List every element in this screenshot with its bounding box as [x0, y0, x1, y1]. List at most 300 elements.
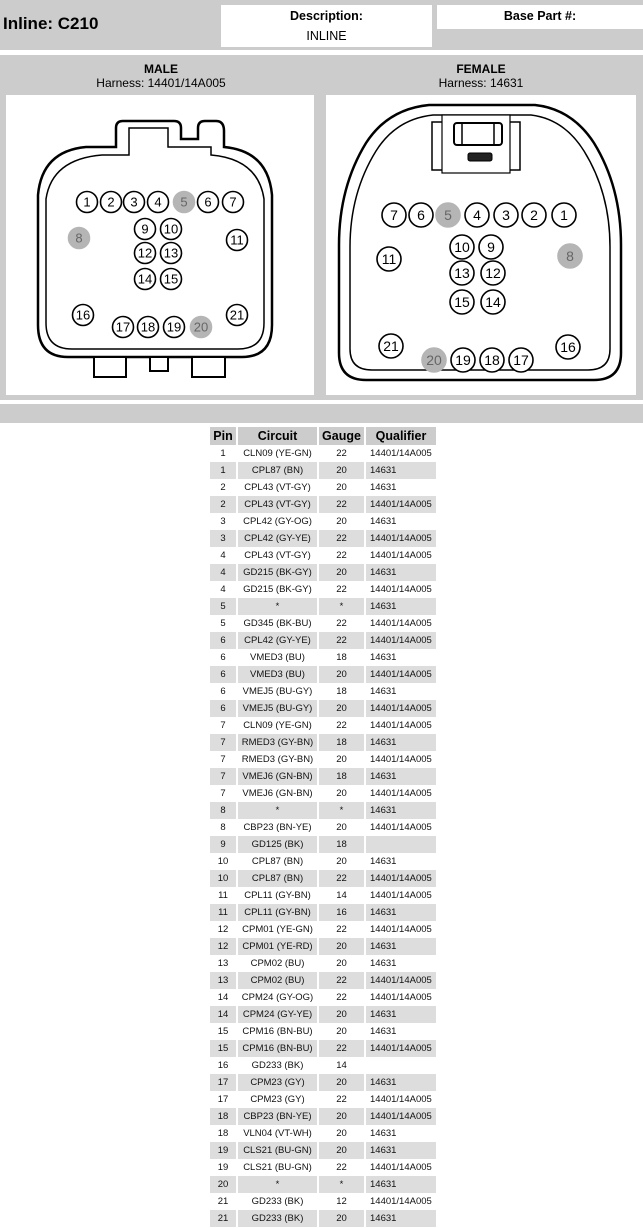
- table-row: [210, 1159, 437, 1176]
- qualifier-cell: 14401/14A005: [365, 972, 437, 989]
- circuit-cell: CBP23 (BN-YE): [237, 1108, 318, 1125]
- table-row: [210, 1193, 437, 1210]
- table-row: [210, 564, 437, 581]
- qualifier-cell: 14631: [365, 598, 437, 615]
- gauge-cell: *: [318, 1176, 365, 1193]
- male-pin-label: 20: [193, 319, 209, 335]
- gauge-cell: 20: [318, 666, 365, 683]
- qualifier-cell: 14401/14A005: [365, 530, 437, 547]
- female-pin-label: 12: [485, 265, 501, 282]
- gauge-cell: *: [318, 598, 365, 615]
- male-pin-label: 12: [137, 245, 153, 261]
- circuit-cell: CPL43 (VT-GY): [237, 496, 318, 513]
- qualifier-cell: 14631: [365, 462, 437, 479]
- male-pin-label: 5: [180, 194, 188, 210]
- circuit-cell: CPL43 (VT-GY): [237, 547, 318, 564]
- male-view-heading: [6, 62, 316, 90]
- table-row: [210, 581, 437, 598]
- circuit-cell: CPL11 (GY-BN): [237, 887, 318, 904]
- female-pin-label: 14: [485, 294, 501, 311]
- pin-cell: 21: [210, 1210, 237, 1227]
- table-row: [210, 870, 437, 887]
- pin-cell: 7: [210, 717, 237, 734]
- table-row: [210, 768, 437, 785]
- female-connector-diagram: [326, 95, 636, 395]
- table-row: [210, 904, 437, 921]
- qualifier-cell: 14631: [365, 1142, 437, 1159]
- female-pin-label: 4: [473, 207, 481, 224]
- gauge-cell: 20: [318, 853, 365, 870]
- qualifier-cell: 14631: [365, 649, 437, 666]
- pin-cell: 17: [210, 1091, 237, 1108]
- pin-cell: 13: [210, 972, 237, 989]
- gauge-cell: 20: [318, 1125, 365, 1142]
- male-pin-label: 13: [163, 245, 179, 261]
- table-row: [210, 1074, 437, 1091]
- gauge-cell: 20: [318, 785, 365, 802]
- qualifier-cell: 14401/14A005: [365, 785, 437, 802]
- table-row: [210, 751, 437, 768]
- pin-cell: 8: [210, 802, 237, 819]
- table-row: [210, 836, 437, 853]
- gauge-cell: 22: [318, 496, 365, 513]
- qualifier-cell: 14401/14A005: [365, 615, 437, 632]
- qualifier-cell: 14401/14A005: [365, 887, 437, 904]
- pin-cell: 6: [210, 632, 237, 649]
- female-pin-label: 3: [502, 207, 510, 224]
- circuit-cell: RMED3 (GY-BN): [237, 751, 318, 768]
- qualifier-cell: 14401/14A005: [365, 921, 437, 938]
- pin-cell: 12: [210, 921, 237, 938]
- gauge-cell: 18: [318, 683, 365, 700]
- qualifier-cell: 14401/14A005: [365, 496, 437, 513]
- gauge-cell: 18: [318, 836, 365, 853]
- qualifier-cell: 14401/14A005: [365, 751, 437, 768]
- qualifier-cell: 14631: [365, 1006, 437, 1023]
- qualifier-cell: 14401/14A005: [365, 700, 437, 717]
- circuit-cell: CPM01 (YE-RD): [237, 938, 318, 955]
- female-title: FEMALE: [456, 62, 506, 76]
- circuit-cell: VMEJ5 (BU-GY): [237, 683, 318, 700]
- pin-cell: 9: [210, 836, 237, 853]
- gauge-cell: 20: [318, 700, 365, 717]
- circuit-cell: GD125 (BK): [237, 836, 318, 853]
- table-row: [210, 462, 437, 479]
- qualifier-cell: 14631: [365, 1125, 437, 1142]
- circuit-cell: CLN09 (YE-GN): [237, 717, 318, 734]
- circuit-cell: CPL42 (GY-YE): [237, 530, 318, 547]
- base-part-box: [437, 5, 643, 29]
- circuit-cell: CPM02 (BU): [237, 955, 318, 972]
- pin-cell: 17: [210, 1074, 237, 1091]
- pin-cell: 7: [210, 768, 237, 785]
- qualifier-cell: 14631: [365, 734, 437, 751]
- female-pin-label: 21: [383, 338, 399, 355]
- gauge-cell: 18: [318, 649, 365, 666]
- circuit-cell: VMEJ6 (GN-BN): [237, 785, 318, 802]
- qualifier-cell: 14631: [365, 683, 437, 700]
- circuit-cell: RMED3 (GY-BN): [237, 734, 318, 751]
- qualifier-cell: 14631: [365, 479, 437, 496]
- gauge-cell: 22: [318, 632, 365, 649]
- table-row: [210, 1057, 437, 1074]
- female-pin-label: 16: [560, 339, 576, 356]
- female-lock-slot: [468, 153, 492, 161]
- male-pin-label: 9: [141, 221, 149, 237]
- circuit-cell: CPL87 (BN): [237, 462, 318, 479]
- female-pin-label: 20: [426, 352, 442, 369]
- pin-cell: 7: [210, 785, 237, 802]
- circuit-cell: CPL11 (GY-BN): [237, 904, 318, 921]
- circuit-cell: VLN04 (VT-WH): [237, 1125, 318, 1142]
- female-pin-label: 9: [487, 239, 495, 256]
- pin-cell: 11: [210, 887, 237, 904]
- male-pin-label: 6: [204, 194, 212, 210]
- circuit-cell: CPM16 (BN-BU): [237, 1023, 318, 1040]
- table-row: [210, 1091, 437, 1108]
- circuit-column-header: Circuit: [237, 427, 318, 445]
- qualifier-cell: 14631: [365, 564, 437, 581]
- gauge-column-header: Gauge: [318, 427, 365, 445]
- circuit-cell: VMEJ6 (GN-BN): [237, 768, 318, 785]
- pin-cell: 10: [210, 853, 237, 870]
- table-row: [210, 1023, 437, 1040]
- pin-cell: 19: [210, 1142, 237, 1159]
- gauge-cell: 20: [318, 751, 365, 768]
- description-box: [221, 5, 432, 47]
- male-pin-label: 19: [166, 319, 182, 335]
- qualifier-cell: 14401/14A005: [365, 1091, 437, 1108]
- table-row: [210, 1108, 437, 1125]
- female-pin-label: 8: [566, 248, 574, 265]
- male-pin-label: 15: [163, 271, 179, 287]
- pin-cell: 16: [210, 1057, 237, 1074]
- pin-cell: 15: [210, 1040, 237, 1057]
- female-pin-label: 17: [513, 352, 529, 369]
- qualifier-cell: 14401/14A005: [365, 632, 437, 649]
- female-pin-label: 1: [560, 207, 568, 224]
- base-part-label: Base Part #:: [503, 9, 577, 23]
- female-pin-label: 2: [530, 207, 538, 224]
- pin-cell: 7: [210, 734, 237, 751]
- circuit-cell: CLS21 (BU-GN): [237, 1142, 318, 1159]
- table-row: [210, 683, 437, 700]
- male-pin-label: 8: [75, 230, 83, 246]
- gauge-cell: 22: [318, 530, 365, 547]
- table-row: [210, 785, 437, 802]
- pin-cell: 19: [210, 1159, 237, 1176]
- gauge-cell: 20: [318, 564, 365, 581]
- section-separator: [0, 404, 643, 423]
- female-connector-view: [326, 95, 636, 395]
- pin-cell: 3: [210, 530, 237, 547]
- gauge-cell: 20: [318, 479, 365, 496]
- pin-cell: 6: [210, 683, 237, 700]
- qualifier-cell: 14401/14A005: [365, 1193, 437, 1210]
- table-row: [210, 666, 437, 683]
- table-row: [210, 989, 437, 1006]
- table-row: [210, 479, 437, 496]
- female-pin-label: 13: [454, 265, 470, 282]
- table-row: [210, 853, 437, 870]
- pin-cell: 1: [210, 445, 237, 462]
- gauge-cell: 22: [318, 870, 365, 887]
- gauge-cell: 20: [318, 819, 365, 836]
- qualifier-cell: 14401/14A005: [365, 989, 437, 1006]
- qualifier-cell: 14401/14A005: [365, 445, 437, 462]
- circuit-cell: *: [237, 802, 318, 819]
- pin-cell: 7: [210, 751, 237, 768]
- circuit-cell: VMEJ5 (BU-GY): [237, 700, 318, 717]
- gauge-cell: 20: [318, 955, 365, 972]
- gauge-cell: 22: [318, 1091, 365, 1108]
- circuit-cell: CPL42 (GY-OG): [237, 513, 318, 530]
- table-row: [210, 1142, 437, 1159]
- gauge-cell: 20: [318, 1006, 365, 1023]
- qualifier-cell: 14631: [365, 938, 437, 955]
- pin-cell: 12: [210, 938, 237, 955]
- table-row: [210, 819, 437, 836]
- pin-cell: 20: [210, 1176, 237, 1193]
- qualifier-cell: 14401/14A005: [365, 547, 437, 564]
- table-row: [210, 615, 437, 632]
- table-row: [210, 632, 437, 649]
- circuit-cell: CPL87 (BN): [237, 870, 318, 887]
- gauge-cell: *: [318, 802, 365, 819]
- circuit-cell: CPL42 (GY-YE): [237, 632, 318, 649]
- male-pin-label: 3: [130, 194, 138, 210]
- female-pin-label: 15: [454, 294, 470, 311]
- female-lock-tab: [454, 123, 502, 145]
- male-connector-diagram: [6, 95, 314, 395]
- table-row: [210, 1176, 437, 1193]
- pin-cell: 18: [210, 1108, 237, 1125]
- table-row: [210, 1006, 437, 1023]
- gauge-cell: 16: [318, 904, 365, 921]
- table-row: [210, 547, 437, 564]
- pin-cell: 14: [210, 1006, 237, 1023]
- gauge-cell: 20: [318, 1142, 365, 1159]
- pin-cell: 6: [210, 649, 237, 666]
- table-row: [210, 1040, 437, 1057]
- header-bar: [0, 0, 643, 50]
- qualifier-cell: 14401/14A005: [365, 870, 437, 887]
- gauge-cell: 22: [318, 445, 365, 462]
- male-pin-label: 7: [229, 194, 237, 210]
- gauge-cell: 22: [318, 972, 365, 989]
- circuit-cell: *: [237, 598, 318, 615]
- female-pin-label: 11: [381, 251, 397, 268]
- female-pin-label: 19: [455, 352, 471, 369]
- gauge-cell: 18: [318, 734, 365, 751]
- qualifier-cell: 14401/14A005: [365, 1159, 437, 1176]
- male-connector-view: [6, 95, 314, 395]
- male-pin-label: 2: [107, 194, 115, 210]
- gauge-cell: 22: [318, 717, 365, 734]
- circuit-cell: VMED3 (BU): [237, 666, 318, 683]
- circuit-cell: GD233 (BK): [237, 1057, 318, 1074]
- circuit-cell: CBP23 (BN-YE): [237, 819, 318, 836]
- gauge-cell: 22: [318, 581, 365, 598]
- pin-cell: 6: [210, 700, 237, 717]
- qualifier-cell: 14631: [365, 1176, 437, 1193]
- circuit-cell: *: [237, 1176, 318, 1193]
- circuit-cell: GD215 (BK-GY): [237, 564, 318, 581]
- gauge-cell: 22: [318, 547, 365, 564]
- table-row: [210, 598, 437, 615]
- qualifier-cell: 14401/14A005: [365, 819, 437, 836]
- table-header-row: [210, 427, 437, 445]
- female-pin-label: 6: [417, 207, 425, 224]
- connector-title: Inline: C210: [3, 14, 99, 33]
- table-row: [210, 734, 437, 751]
- qualifier-cell: 14631: [365, 802, 437, 819]
- male-title: MALE: [144, 62, 178, 76]
- female-view-heading: [326, 62, 636, 90]
- gauge-cell: 22: [318, 1159, 365, 1176]
- female-pin-label: 10: [454, 239, 470, 256]
- pin-cell: 5: [210, 615, 237, 632]
- qualifier-cell: 14631: [365, 513, 437, 530]
- circuit-cell: CPL43 (VT-GY): [237, 479, 318, 496]
- qualifier-cell: 14631: [365, 1074, 437, 1091]
- qualifier-cell: 14401/14A005: [365, 581, 437, 598]
- gauge-cell: 12: [318, 1193, 365, 1210]
- gauge-cell: 20: [318, 938, 365, 955]
- qualifier-cell: [365, 836, 437, 853]
- male-latch-left: [94, 357, 126, 377]
- qualifier-cell: 14631: [365, 955, 437, 972]
- pin-cell: 2: [210, 496, 237, 513]
- male-pin-label: 10: [163, 221, 179, 237]
- table-row: [210, 700, 437, 717]
- female-harness: Harness: 14631: [438, 76, 524, 90]
- male-pin-label: 4: [154, 194, 162, 210]
- table-row: [210, 972, 437, 989]
- table-row: [210, 887, 437, 904]
- pin-cell: 5: [210, 598, 237, 615]
- table-row: [210, 496, 437, 513]
- pin-cell: 15: [210, 1023, 237, 1040]
- table-row: [210, 649, 437, 666]
- qualifier-cell: [365, 1057, 437, 1074]
- qualifier-cell: 14631: [365, 904, 437, 921]
- gauge-cell: 20: [318, 1108, 365, 1125]
- circuit-cell: CPL87 (BN): [237, 853, 318, 870]
- gauge-cell: 18: [318, 768, 365, 785]
- circuit-cell: GD233 (BK): [237, 1193, 318, 1210]
- table-row: [210, 921, 437, 938]
- female-pin-label: 5: [444, 207, 452, 224]
- gauge-cell: 14: [318, 887, 365, 904]
- pin-cell: 1: [210, 462, 237, 479]
- male-latch-center: [150, 357, 168, 371]
- circuit-cell: GD215 (BK-GY): [237, 581, 318, 598]
- table-row: [210, 445, 437, 462]
- circuit-cell: GD233 (BK): [237, 1210, 318, 1227]
- gauge-cell: 20: [318, 1023, 365, 1040]
- pin-table: [210, 427, 438, 1227]
- pin-cell: 10: [210, 870, 237, 887]
- circuit-cell: CLS21 (BU-GN): [237, 1159, 318, 1176]
- pin-cell: 6: [210, 666, 237, 683]
- qualifier-cell: 14401/14A005: [365, 666, 437, 683]
- male-pin-label: 16: [75, 307, 91, 323]
- qualifier-cell: 14401/14A005: [365, 1040, 437, 1057]
- pin-column-header: Pin: [210, 427, 237, 445]
- circuit-cell: CPM24 (GY-YE): [237, 1006, 318, 1023]
- pin-cell: 18: [210, 1125, 237, 1142]
- pin-cell: 4: [210, 547, 237, 564]
- female-pin-label: 7: [390, 207, 398, 224]
- qualifier-cell: 14401/14A005: [365, 717, 437, 734]
- circuit-cell: CPM23 (GY): [237, 1091, 318, 1108]
- gauge-cell: 22: [318, 921, 365, 938]
- gauge-cell: 20: [318, 513, 365, 530]
- gauge-cell: 20: [318, 462, 365, 479]
- gauge-cell: 22: [318, 1040, 365, 1057]
- pin-cell: 14: [210, 989, 237, 1006]
- table-row: [210, 1125, 437, 1142]
- table-row: [210, 955, 437, 972]
- description-value: INLINE: [306, 29, 347, 43]
- male-pin-label: 14: [137, 271, 153, 287]
- pin-cell: 2: [210, 479, 237, 496]
- gauge-cell: 20: [318, 1210, 365, 1227]
- male-latch-right: [192, 357, 225, 377]
- male-pin-label: 17: [115, 319, 131, 335]
- description-label: Description:: [290, 9, 363, 23]
- qualifier-cell: 14631: [365, 1210, 437, 1227]
- table-row: [210, 530, 437, 547]
- gauge-cell: 20: [318, 1074, 365, 1091]
- circuit-cell: VMED3 (BU): [237, 649, 318, 666]
- circuit-cell: CPM16 (BN-BU): [237, 1040, 318, 1057]
- circuit-cell: CPM24 (GY-OG): [237, 989, 318, 1006]
- gauge-cell: 22: [318, 989, 365, 1006]
- male-pin-label: 18: [140, 319, 156, 335]
- gauge-cell: 22: [318, 615, 365, 632]
- male-pin-label: 1: [83, 194, 91, 210]
- pin-cell: 4: [210, 581, 237, 598]
- table-row: [210, 1210, 437, 1227]
- male-pin-label: 21: [229, 307, 245, 323]
- male-harness: Harness: 14401/14A005: [96, 76, 226, 90]
- table-row: [210, 938, 437, 955]
- pin-cell: 11: [210, 904, 237, 921]
- table-row: [210, 802, 437, 819]
- qualifier-cell: 14631: [365, 853, 437, 870]
- qualifier-column-header: Qualifier: [365, 427, 437, 445]
- table-row: [210, 513, 437, 530]
- pin-cell: 3: [210, 513, 237, 530]
- qualifier-cell: 14631: [365, 1023, 437, 1040]
- circuit-cell: CPM02 (BU): [237, 972, 318, 989]
- qualifier-cell: 14401/14A005: [365, 1108, 437, 1125]
- gauge-cell: 14: [318, 1057, 365, 1074]
- pin-cell: 8: [210, 819, 237, 836]
- circuit-cell: CPM01 (YE-GN): [237, 921, 318, 938]
- table-row: [210, 717, 437, 734]
- male-pin-label: 11: [230, 232, 244, 248]
- pin-cell: 13: [210, 955, 237, 972]
- circuit-cell: CLN09 (YE-GN): [237, 445, 318, 462]
- circuit-cell: GD345 (BK-BU): [237, 615, 318, 632]
- circuit-cell: CPM23 (GY): [237, 1074, 318, 1091]
- female-pin-label: 18: [484, 352, 500, 369]
- qualifier-cell: 14631: [365, 768, 437, 785]
- pin-cell: 4: [210, 564, 237, 581]
